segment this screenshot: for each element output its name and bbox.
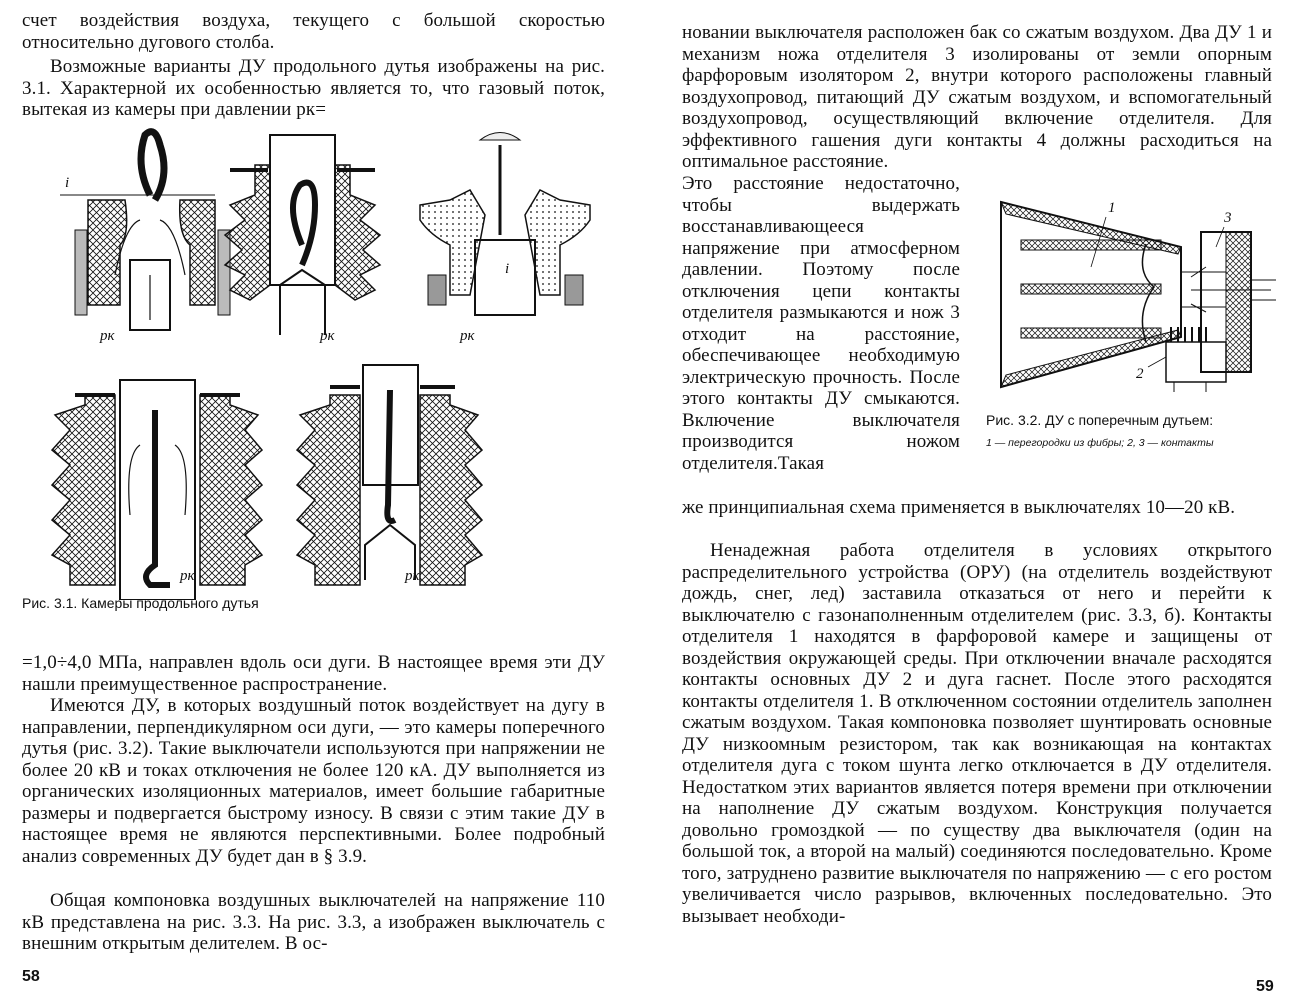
figure-3-1 xyxy=(30,125,620,600)
figure-label: i xyxy=(65,175,70,191)
figure-label: pк xyxy=(405,568,420,584)
page-number: 58 xyxy=(22,968,40,985)
right-page xyxy=(646,0,1292,998)
paragraph: Ненадежная работа отделителя в условиях открытого распределительного устройства (ОРУ) (на отделитель воздействуют дождь, снег, лед) заставила отказаться от него и перейти к выключателю с газонаполненным отделителем (рис. 3.3, б). Контакты отделителя 1 находятся в фарфоровой камере и защищены от воздействия окружающей среды. При отключении вначале расходятся контакты основных ДУ 2 и дуга гаснет. После этого расходятся контакты отделителя 1. В отключенном состоянии отделитель заполнен сжатым воздухом. Такая компоновка позволяет шунтировать основные ДУ низкоомным резистором, так как возникающая на контактах отделителя дуга с током шунта легко отключается в ДУ отделителя. Недостатком этих вариантов является потеря времени при отключении на наполнение ДУ сжатым воздухом. Конструкция получается довольно громоздкой — по существу два выключателя (один на большой ток, а второй на малый) соединяются последовательно. Кроме того, затруднено развитие выключателя по напряжению — с его ростом увеличивается число разрывов, включенных последовательно. Это вызывает необходи- xyxy=(682,540,1272,927)
paragraph: Это расстояние недостаточно, чтобы выдержать восстанавливающееся напряжение при атмосферном давлении. Поэтому после отключения цепи контакты отделителя размыкаются и нож 3 отходит на расстояние, обеспечивающее необходимую электрическую прочность. После этого контакты ДУ смыкаются. Включение выключателя производится ножом отделителя.Такая xyxy=(682,173,960,474)
figure-label: pк xyxy=(320,328,335,344)
figure-caption: Рис. 3.1. Камеры продольного дутья xyxy=(22,595,259,611)
figure-label: 1 xyxy=(1108,200,1116,216)
chamber-diagram-2 xyxy=(225,135,380,344)
paragraph: счет воздействия воздуха, текущего с большой скоростью относительно дугового столба. xyxy=(22,10,605,53)
figure-label: 2 xyxy=(1136,366,1144,382)
figure-legend: 1 — перегородки из фибры; 2, 3 — контакты xyxy=(986,437,1214,449)
figure-label: pк xyxy=(180,568,195,584)
paragraph: Общая компоновка воздушных выключателей на напряжение 110 кВ представлена на рис. 3.3. На рис. 3.3, а изображен выключатель с внешним открытым делителем. В ос- xyxy=(22,890,605,954)
figure-label: pк xyxy=(460,328,475,344)
figure-caption: Рис. 3.2. ДУ с поперечным дутьем: xyxy=(986,412,1214,428)
chamber-diagram-4 xyxy=(52,380,262,600)
figure-label: 3 xyxy=(1224,210,1232,226)
figure-label: i xyxy=(505,261,510,277)
figure-label: pк xyxy=(100,328,115,344)
figure-3-2 xyxy=(996,192,1281,402)
paragraph: же принципиальная схема применяется в выключателях 10—20 кВ. xyxy=(682,497,1236,518)
cross-blast-chamber-diagram xyxy=(1001,200,1276,392)
paragraph: Возможные варианты ДУ продольного дутья изображены на рис. 3.1. Характерной их особенностью является то, что газовый поток, вытекая из камеры при давлении pк= xyxy=(22,56,605,120)
paragraph: =1,0÷4,0 МПа, направлен вдоль оси дуги. В настоящее время эти ДУ нашли преимущественное распространение. xyxy=(22,652,605,695)
chamber-diagram-3 xyxy=(420,133,590,345)
chamber-diagram-5 xyxy=(297,365,482,585)
paragraph: Имеются ДУ, в которых воздушный поток воздействует на дугу в направлении, перпендикулярном оси дуги, — это камеры поперечного дутья (рис. 3.2). Такие выключатели используются при напряжении не более 20 кВ и токах отключения не более 120 кА. ДУ выполняется из органических изоляционных материалов, имеет большие габаритные размеры и подвергается быстрому износу. В связи с этим такие ДУ в настоящее время не являются перспективными. Более подробный анализ современных ДУ будет дан в § 3.9. xyxy=(22,695,605,867)
paragraph: новании выключателя расположен бак со сжатым воздухом. Два ДУ 1 и механизм ножа отделителя 3 изолированы от земли опорным фарфоровым изолятором 2, внутри которого расположены главный воздухопровод, питающий ДУ сжатым воздухом, и вспомогательный воздухопровод, осуществляющий включение отделителя. Для эффективного гашения дуги контакты 4 должны расходиться на оптимальное расстояние. xyxy=(682,22,1272,172)
page-number: 59 xyxy=(1256,978,1274,995)
chamber-diagram-1 xyxy=(60,132,230,344)
